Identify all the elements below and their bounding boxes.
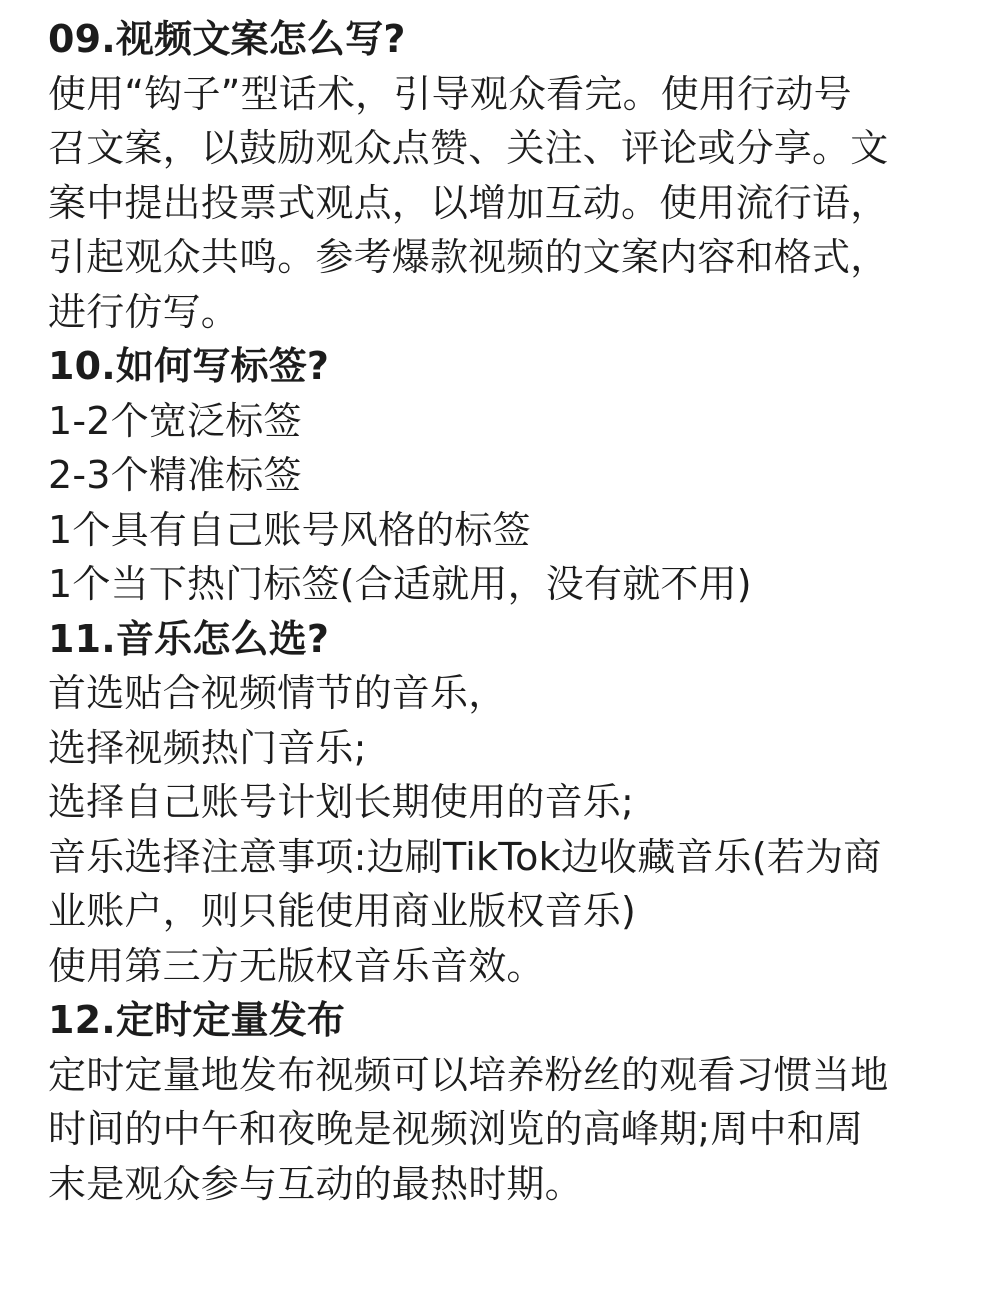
section-music xyxy=(48,612,948,994)
section-scheduled-posting xyxy=(48,993,948,1211)
list-item: 1个具有自己账号风格的标签 xyxy=(48,507,531,552)
section-heading: 11.音乐怎么选? xyxy=(48,616,330,661)
body-line: 使用第三方无版权音乐音效。 xyxy=(48,943,545,988)
body-line: 选择自己账号计划长期使用的音乐; xyxy=(48,780,635,824)
body-line: 引起观众共鸣。参考爆款视频的文案内容和格式， xyxy=(48,235,889,279)
body-line: 业账户，则只能使用商业版权音乐) xyxy=(48,889,637,933)
body-line: 案中提出投票式观点，以增加互动。使用流行语， xyxy=(48,180,889,225)
body-line: 选择视频热门音乐; xyxy=(48,725,367,770)
list-item: 1-2个宽泛标签 xyxy=(48,398,302,443)
article-body xyxy=(48,12,948,1211)
body-line: 时间的中午和夜晚是视频浏览的高峰期;周中和周 xyxy=(48,1107,864,1151)
body-line: 末是观众参与互动的最热时期。 xyxy=(48,1161,583,1206)
body-line: 召文案，以鼓励观众点赞、关注、评论或分享。文 xyxy=(48,126,889,170)
body-line: 首选贴合视频情节的音乐， xyxy=(48,671,507,715)
list-item: 1个当下热门标签(合适就用，没有就不用) xyxy=(48,562,752,606)
body-line: 进行仿写。 xyxy=(48,289,240,334)
section-heading: 09.视频文案怎么写? xyxy=(48,17,406,61)
section-video-copywriting xyxy=(48,12,948,339)
body-line: 音乐选择注意事项:边刷TikTok边收藏音乐(若为商 xyxy=(48,834,882,879)
section-tags xyxy=(48,339,948,612)
body-line: 定时定量地发布视频可以培养粉丝的观看习惯当地 xyxy=(48,1052,889,1097)
body-line: 使用“钩子”型话术，引导观众看完。使用行动号 xyxy=(48,71,852,116)
section-heading: 12.定时定量发布 xyxy=(48,998,346,1042)
section-heading: 10.如何写标签? xyxy=(48,344,330,388)
list-item: 2-3个精准标签 xyxy=(48,453,302,497)
